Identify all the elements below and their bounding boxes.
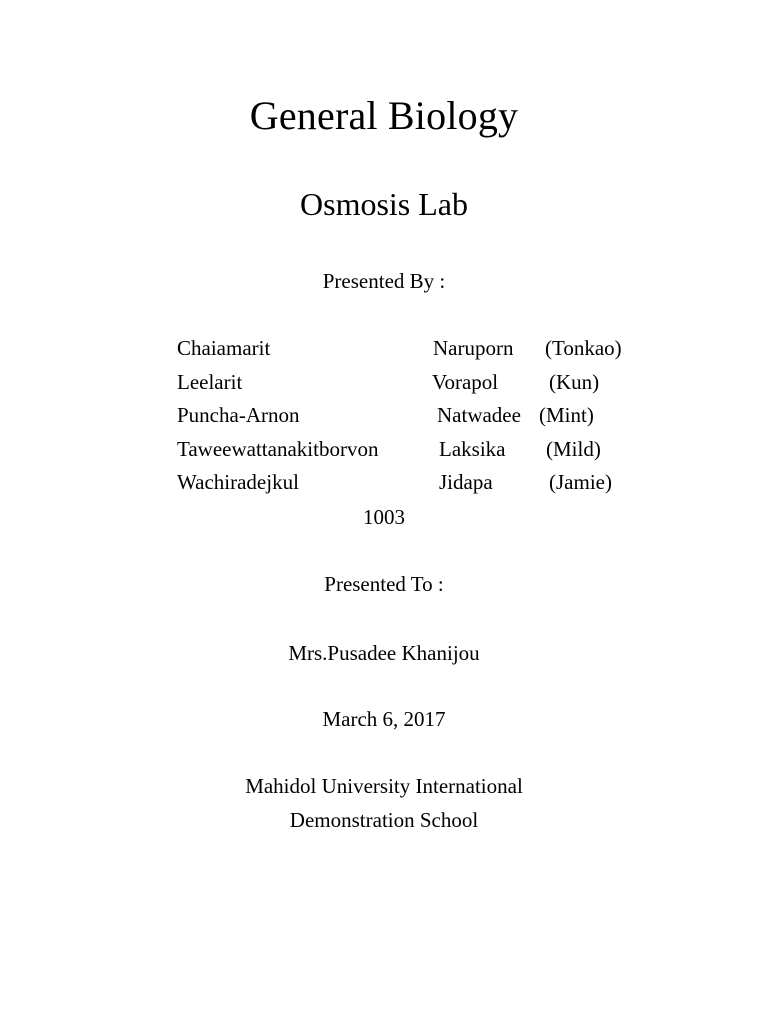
member-surname: Wachiradejkul — [177, 470, 299, 494]
member-nickname: (Mild) — [546, 436, 601, 461]
member-nickname: (Jamie) — [549, 470, 612, 494]
member-row — [177, 369, 657, 403]
teacher-name: Mrs.Pusadee Khanijou — [288, 641, 480, 665]
presented-to-label: Presented To : — [324, 572, 444, 596]
document-title: General Biology — [249, 93, 519, 138]
member-nickname: (Tonkao) — [545, 336, 622, 360]
class-number: 1003 — [363, 505, 405, 529]
school-name-line-1: Mahidol University International — [245, 774, 523, 798]
member-surname: Leelarit — [177, 369, 243, 394]
member-first-name: Vorapol — [432, 369, 499, 394]
member-row — [177, 436, 657, 470]
member-list — [177, 335, 657, 503]
member-surname: Chaiamarit — [177, 336, 271, 360]
member-nickname: (Kun) — [549, 369, 600, 394]
member-surname: Puncha-Arnon — [177, 403, 300, 427]
member-row — [177, 335, 657, 369]
document-subtitle: Osmosis Lab — [300, 186, 468, 222]
member-first-name: Naruporn — [433, 336, 514, 360]
member-first-name: Jidapa — [439, 470, 493, 494]
member-row — [177, 402, 657, 436]
school-name-line-2: Demonstration School — [289, 808, 479, 832]
member-nickname: (Mint) — [539, 403, 594, 427]
member-surname: Taweewattanakitborvon — [177, 436, 379, 461]
member-first-name: Natwadee — [437, 403, 521, 427]
presentation-date: March 6, 2017 — [322, 707, 446, 731]
presented-by-label: Presented By : — [322, 269, 446, 293]
member-row — [177, 469, 657, 503]
member-first-name: Laksika — [439, 436, 506, 461]
